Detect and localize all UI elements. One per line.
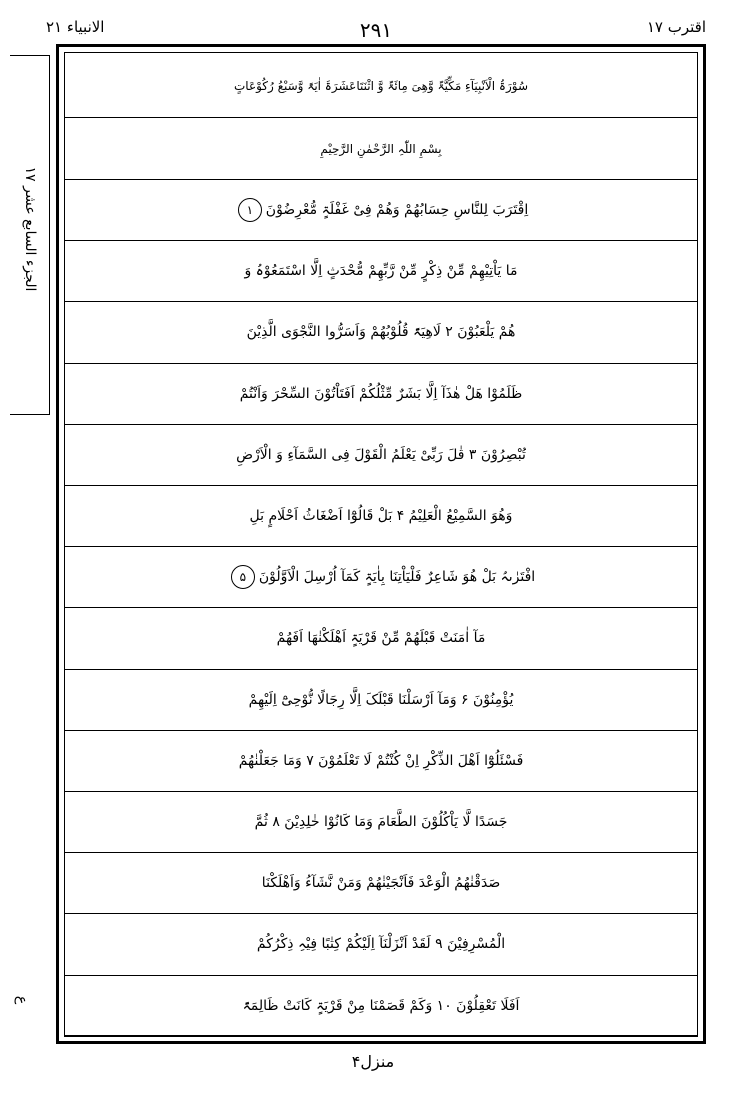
verse-text: افْتَرٰىہُ بَلْ ھُوَ شَاعِرٌ فَلْیَاْتِنَا بِاٰیَۃٍ کَمَآ اُرْسِلَ الْاَوَّلُوْنَ [258,569,536,586]
verse-text: اَفَلَا تَعْقِلُوْنَ ۱۰ وَکَمْ قَصَمْنَا مِنْ قَرْیَۃٍ کَانَتْ ظَالِمَۃً [242,997,520,1014]
verse-line [64,670,698,731]
surah-heading: سُوْرَۃُ الْاَنْبِیَآءِ مَکِّیَّۃٌ وَّھِیَ مِائَۃٌ وَّ اثْنَتَاعَشَرَۃَ اٰیَۃً وَّسَبْعُ رُکُوْعَاتٍ [64,54,698,118]
verse-line [64,608,698,669]
ayah-number-marker: ۱ [238,198,262,222]
side-margin-box [10,55,50,415]
header-surah-name: الانبیاء ۲۱ [46,18,105,36]
verse-text: جَسَدًا لَّا یَاْکُلُوْنَ الطَّعَامَ وَمَا کَانُوْا خٰلِدِیْنَ ۸ ثُمَّ [254,814,508,831]
verse-line [64,914,698,975]
manzil-footer: منزل۴ [351,1052,395,1071]
verse-line [64,241,698,302]
verse-text: مَآ اٰمَنَتْ قَبْلَھُمْ مِّنْ قَرْیَۃٍ اَھْلَکْنٰھَا اَفَھُمْ [276,630,486,647]
header-para-name: اقترب ۱۷ [646,18,706,36]
juz-side-note: الجزء السابع عشر ۱۷ [22,166,38,292]
verse-text: فَسْئَلُوْٓا اَھْلَ الذِّکْرِ اِنْ کُنْتُمْ لَا تَعْلَمُوْنَ ۷ وَمَا جَعَلْنٰھُمْ [238,752,524,769]
verse-text: مَا یَاْتِیْھِمْ مِّنْ ذِکْرٍ مِّنْ رَّبِّھِمْ مُّحْدَثٍ اِلَّا اسْتَمَعُوْہُ وَ [244,263,518,280]
verse-line [64,364,698,425]
verse-line [64,547,698,608]
verse-text: یُؤْمِنُوْنَ ۶ وَمَآ اَرْسَلْنَا قَبْلَکَ اِلَّا رِجَالًا نُّوْحِیْٓ اِلَیْھِمْ [248,691,514,708]
verse-text: ھُمْ یَلْعَبُوْنَ ۲ لَاھِیَۃً قُلُوْبُھُمْ وَاَسَرُّوا النَّجْوَی الَّذِیْنَ [246,324,516,341]
verse-text: صَدَقْنٰھُمُ الْوَعْدَ فَاَنْجَیْنٰھُمْ وَمَنْ نَّشَآءُ وَاَھْلَکْنَا [261,875,501,892]
verse-text: تُبْصِرُوْنَ ۳ قٰلَ رَبِّیْ یَعْلَمُ الْقَوْلَ فِی السَّمَآءِ وَ الْاَرْضِ [236,446,526,463]
verse-text: ظَلَمُوْا ھَلْ ھٰذَآ اِلَّا بَشَرٌ مِّثْلُکُمْ اَفَتَاْتُوْنَ السِّحْرَ وَاَنْتُمْ [239,385,523,402]
page-number: ۲۹۱ [359,18,393,42]
ruku-mark: ع [14,995,31,1005]
verse-line [64,302,698,363]
ayah-number-marker: ۵ [231,565,255,589]
verse-line [64,731,698,792]
verse-text: الْمُسْرِفِیْنَ ۹ لَقَدْ اَنْزَلْنَآ اِلَیْکُمْ کِتٰبًا فِیْہِ ذِکْرُکُمْ [256,936,506,953]
verse-line [64,853,698,914]
verse-line [64,486,698,547]
verse-line [64,976,698,1037]
verse-line [64,792,698,853]
verse-line [64,425,698,486]
verse-text: وَھُوَ السَّمِیْعُ الْعَلِیْمُ ۴ بَلْ قَالُوْٓا اَضْغَاثُ اَحْلَامٍ بَلِ [249,508,513,525]
verse-text: اِقْتَرَبَ لِلنَّاسِ حِسَابُھُمْ وَھُمْ فِیْ غَفْلَۃٍ مُّعْرِضُوْنَ [265,202,529,219]
page-header [46,18,706,42]
verse-line [64,180,698,241]
bismillah: بِسْمِ اللّٰہِ الرَّحْمٰنِ الرَّحِیْمِ [64,118,698,180]
